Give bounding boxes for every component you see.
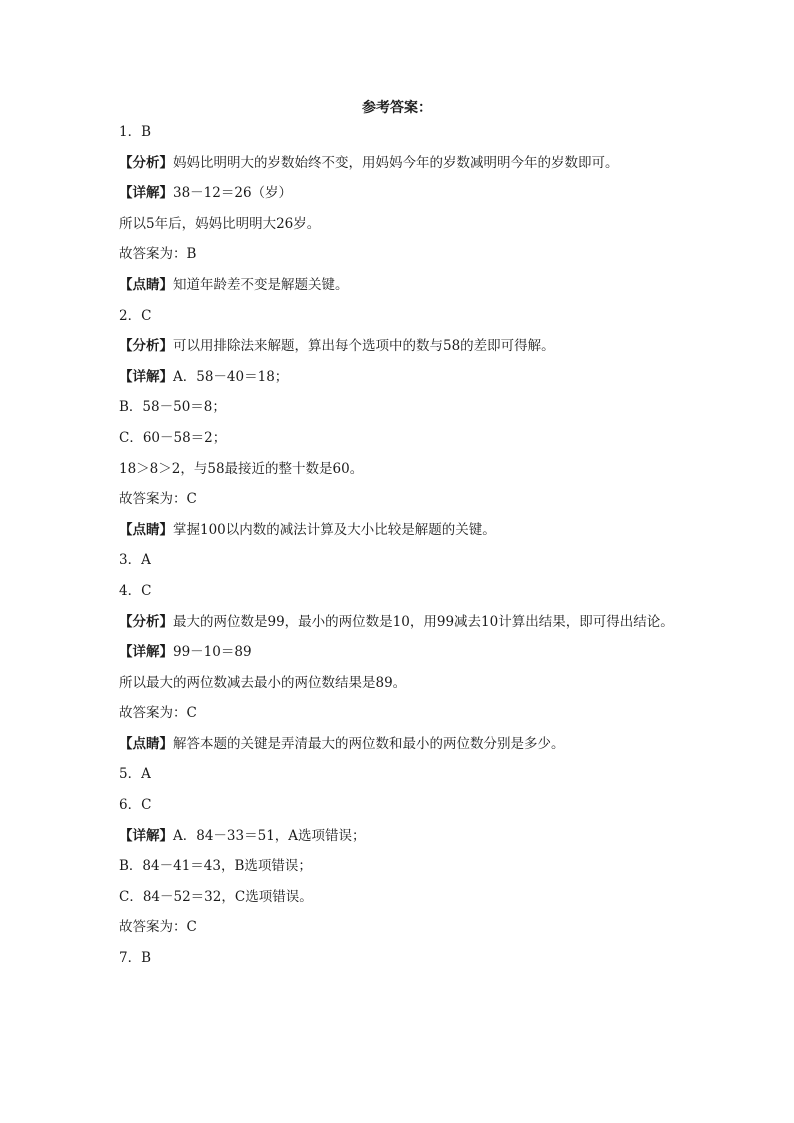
section-tag: 【分析】	[119, 613, 173, 630]
section-tag: 【分析】	[119, 154, 173, 171]
answer-line	[119, 550, 684, 570]
answer-line	[119, 306, 684, 326]
section-tag: 【点睛】	[119, 735, 173, 752]
answer-line	[119, 122, 684, 142]
answer-line	[119, 581, 684, 601]
line-text: 故答案为：C	[119, 491, 197, 508]
line-text: C．84－52＝32，C选项错误。	[119, 888, 313, 905]
line-text: 可以用排除法来解题，算出每个选项中的数与58的差即可得解。	[173, 338, 555, 355]
line-text: 解答本题的关键是弄清最大的两位数和最小的两位数分别是多少。	[173, 735, 565, 752]
line-text: 最大的两位数是99，最小的两位数是10，用99减去10计算出结果，即可得出结论。	[173, 613, 674, 630]
answer-line	[119, 734, 684, 754]
answer-line	[119, 826, 684, 846]
line-text: 所以最大的两位数减去最小的两位数结果是89。	[119, 674, 407, 691]
line-text: 38－12＝26（岁）	[173, 185, 293, 202]
line-text: B．58－50＝8；	[119, 399, 226, 416]
answer-line	[119, 795, 684, 815]
line-text: 掌握100以内数的减法计算及大小比较是解题的关键。	[173, 521, 496, 538]
line-text: 所以5年后，妈妈比明明大26岁。	[119, 215, 321, 232]
answer-line	[119, 764, 684, 784]
answer-line	[119, 397, 684, 417]
line-text: 99－10＝89	[173, 644, 252, 661]
section-tag: 【详解】	[119, 827, 173, 844]
line-text: 故答案为：B	[119, 246, 197, 263]
answer-line	[119, 948, 684, 968]
line-text: 7．B	[119, 950, 152, 967]
answer-line	[119, 367, 684, 387]
section-tag: 【分析】	[119, 338, 173, 355]
answer-line	[119, 336, 684, 356]
answer-line	[119, 917, 684, 937]
answer-line	[119, 673, 684, 693]
answer-line	[119, 703, 684, 723]
answer-line	[119, 520, 684, 540]
answer-line	[119, 153, 684, 173]
answer-line	[119, 459, 684, 479]
line-text: C．60－58＝2；	[119, 429, 227, 446]
line-text: 1．B	[119, 124, 152, 140]
answer-line	[119, 244, 684, 264]
section-tag: 【详解】	[119, 185, 173, 202]
line-text: 故答案为：C	[119, 919, 197, 936]
line-text: 故答案为：C	[119, 705, 197, 722]
line-text: 妈妈比明明大的岁数始终不变，用妈妈今年的岁数减明明今年的岁数即可。	[173, 154, 619, 171]
line-text: 4．C	[119, 582, 152, 599]
section-tag: 【详解】	[119, 368, 173, 385]
line-text: 6．C	[119, 797, 152, 814]
section-tag: 【点睛】	[119, 521, 173, 538]
answer-line	[119, 428, 684, 448]
answer-line	[119, 642, 684, 662]
answer-line	[119, 856, 684, 876]
answer-line	[119, 275, 684, 295]
line-text: 3．A	[119, 552, 151, 569]
answer-line	[119, 489, 684, 509]
answer-content	[119, 122, 684, 979]
answer-line	[119, 887, 684, 907]
section-tag: 【详解】	[119, 644, 173, 661]
line-text: 5．A	[119, 766, 151, 783]
line-text: 知道年龄差不变是解题关键。	[173, 276, 349, 293]
line-text: A．58－40＝18；	[173, 368, 289, 385]
line-text: 2．C	[119, 307, 152, 324]
answer-line	[119, 214, 684, 234]
line-text: B．84－41＝43，B选项错误；	[119, 858, 312, 875]
section-tag: 【点睛】	[119, 276, 173, 293]
page-title: 参考答案：	[362, 100, 432, 116]
line-text: 18＞8＞2，与58最接近的整十数是60。	[119, 460, 364, 477]
answer-line	[119, 607, 684, 637]
line-text: A．84－33＝51，A选项错误；	[173, 827, 366, 844]
answer-line	[119, 183, 684, 203]
